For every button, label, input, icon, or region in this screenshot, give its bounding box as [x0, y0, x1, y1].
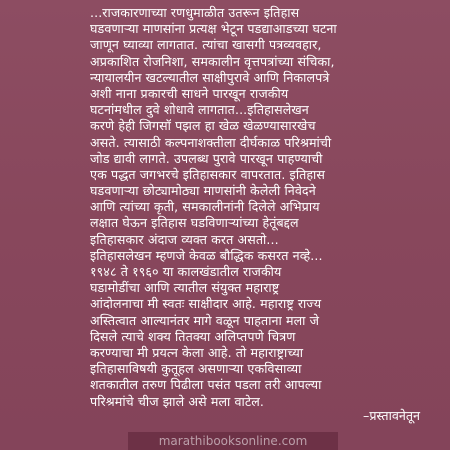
text-line: करण्याचा मी प्रयत्न केला आहे. तो महाराष्ट्राच्या [90, 344, 304, 360]
site-watermark: marathibooksonline.com [128, 432, 338, 450]
text-line: जाणून घ्याव्या लागतात. त्यांचा खासगी पत्रव्यवहार, [90, 37, 322, 53]
text-line: इतिहासलेखन म्हणजे केवळ बौद्धिक कसरत नव्हे... [90, 247, 323, 263]
text-line: न्यायालयीन खटल्यातील साक्षीपुरावे आणि निकालपत्रे [90, 69, 330, 85]
text-line: घडवणाऱ्या छोट्यामोठ्या माणसांनी केलेली निवेदने [90, 183, 316, 199]
text-line: परिश्रमांचे चीज झाले असे मला वाटेल. [90, 393, 265, 409]
text-line: इतिहासाविषयी कुतूहल असणाऱ्या एकविसाव्या [90, 361, 302, 377]
text-line: शतकातील तरुण पिढीला पसंत पडला तरी आपल्या [90, 377, 322, 393]
text-line: जोड द्यावी लागते. उपलब्ध पुरावे पारखून पाहण्याची [90, 150, 323, 166]
text-line: आंदोलनाचा मी स्वतः साक्षीदार आहे. महाराष्ट्र राज्य [90, 296, 322, 312]
text-line: घटनांमधील दुवे शोधावे लागतात...इतिहासलेखन [90, 102, 309, 118]
text-line: इतिहासकार अंदाज व्यक्त करत असतो... [90, 231, 279, 247]
text-line: ...राजकारणाच्या रणधुमाळीत उतरून इतिहास [90, 5, 300, 20]
text-line: अशी नाना प्रकारची साधने पारखून राजकीय [90, 85, 289, 101]
text-line: घडामोडींचा आणि त्यातील संयुक्त महाराष्ट्र [90, 280, 280, 296]
text-line: आणि त्यांच्या कृती, समकालीनांनी दिलेले अभिप्राय [90, 199, 320, 215]
text-line: अस्तित्वात आल्यानंतर मागे वळून पाहताना मला जे [90, 312, 320, 328]
text-line: करणे हेही जिगसॉ पझल हा खेळ खेळण्यासारखेच [90, 118, 316, 134]
source-attribution: –प्रस्तावनेतून [363, 408, 420, 423]
blurb-text [90, 5, 430, 410]
text-line: एक पद्धत जगभरचे इतिहासकार वापरतात. इतिहास [90, 166, 326, 182]
text-line: दिसले त्याचे शक्य तितक्या अलिप्तपणे चित्रण [90, 328, 296, 344]
text-line: घडवणाऱ्या माणसांना प्रत्यक्ष भेटून पडद्याआडच्या घटना [90, 21, 337, 37]
text-line: अप्रकाशित रोजनिशा, समकालीन वृत्तपत्रांच्या संचिका, [90, 53, 335, 69]
text-line: १९४८ ते १९६० या कालखंडातील राजकीय [90, 264, 282, 279]
text-line: लक्षात घेऊन इतिहास घडविणाऱ्यांच्या हेतूंबद्दल [90, 215, 299, 231]
text-line: असते. त्यासाठी कल्पनाशक्तीला दीर्घकाळ परिश्रमांची [90, 134, 332, 150]
